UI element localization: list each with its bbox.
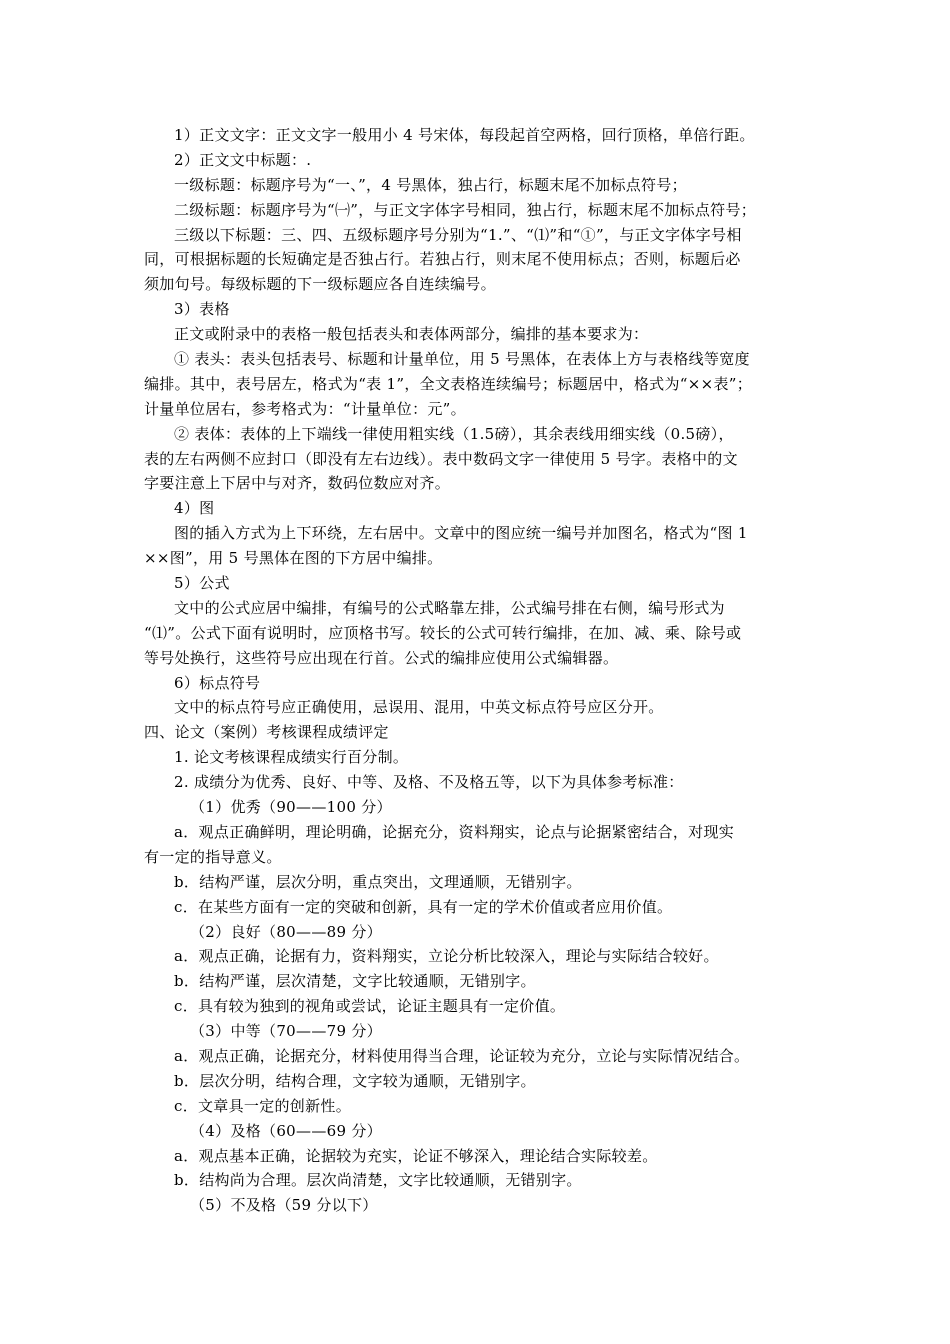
text-line: 5）公式	[174, 574, 230, 593]
text-line: b．结构严谨，层次分明，重点突出，文理通顺，无错别字。	[174, 872, 582, 891]
text-line: c．文章具一定的创新性。	[174, 1096, 352, 1115]
text-line: 二级标题：标题序号为“㈠”，与正文字体字号相同，独占行，标题末尾不加标点符号；	[174, 200, 757, 219]
text-line: （4）及格（60——69 分）	[190, 1121, 382, 1140]
text-line: a．观点正确，论据有力，资料翔实，立论分析比较深入，理论与实际结合较好。	[174, 947, 719, 966]
text-line: 编排。其中，表号居左，格式为“表 1”，全文表格连续编号；标题居中，格式为“××表”；	[144, 374, 753, 393]
text-line: （1）优秀（90——100 分）	[190, 798, 392, 817]
text-line: ② 表体：表体的上下端线一律使用粗实线（1.5磅），其余表线用细实线（0.5磅），	[174, 424, 734, 443]
text-line: 等号处换行，这些符号应出现在行首。公式的编排应使用公式编辑器。	[144, 648, 619, 667]
text-line: a．观点基本正确，论据较为充实，论证不够深入，理论结合实际较差。	[174, 1146, 658, 1165]
text-line: 字要注意上下居中与对齐，数码位数应对齐。	[144, 474, 451, 493]
text-line: （3）中等（70——79 分）	[190, 1022, 382, 1041]
text-line: ① 表头：表头包括表号、标题和计量单位，用 5 号黑体，在表体上方与表格线等宽度	[174, 350, 750, 369]
text-line: b．结构严谨，层次清楚，文字比较通顺，无错别字。	[174, 972, 536, 991]
text-line: 四、论文（案例）考核课程成绩评定	[144, 723, 389, 742]
text-line: 6）标点符号	[174, 673, 261, 692]
text-line: 4）图	[174, 499, 215, 518]
text-line: b．结构尚为合理。层次尚清楚，文字比较通顺，无错别字。	[174, 1171, 582, 1190]
text-line: b．层次分明，结构合理，文字较为通顺，无错别字。	[174, 1071, 536, 1090]
text-line: 三级以下标题：三、四、五级标题序号分别为“1.”、“⑴”和“①”，与正文字体字号相	[174, 225, 742, 244]
text-line: c．在某些方面有一定的突破和创新，具有一定的学术价值或者应用价值。	[174, 897, 673, 916]
text-line: 有一定的指导意义。	[144, 847, 282, 866]
text-line: 一级标题：标题序号为“一、”，4 号黑体，独占行，标题末尾不加标点符号；	[174, 175, 687, 194]
text-line: c．具有较为独到的视角或尝试，论证主题具有一定价值。	[174, 997, 566, 1016]
text-line: （5）不及格（59 分以下）	[190, 1196, 378, 1215]
text-line: 图的插入方式为上下环绕，左右居中。文章中的图应统一编号并加图名，格式为“图 1	[174, 524, 748, 543]
text-line: 文中的公式应居中编排，有编号的公式略靠左排，公式编号排在右侧，编号形式为	[174, 598, 725, 617]
text-line: 1. 论文考核课程成绩实行百分制。	[174, 748, 409, 767]
text-line: 2）正文文中标题：.	[174, 150, 312, 169]
text-line: ××图”，用 5 号黑体在图的下方居中编排。	[144, 549, 443, 568]
text-line: 文中的标点符号应正确使用，忌误用、混用，中英文标点符号应区分开。	[174, 698, 664, 717]
text-line: 2. 成绩分为优秀、良好、中等、及格、不及格五等，以下为具体参考标准：	[174, 773, 684, 792]
text-line: “⑴”。公式下面有说明时，应顶格书写。较长的公式可转行编排，在加、减、乘、除号或	[144, 623, 742, 642]
document-body	[144, 123, 809, 1218]
text-line: （2）良好（80——89 分）	[190, 922, 382, 941]
text-line: 须加句号。每级标题的下一级标题应各自连续编号。	[144, 275, 496, 294]
text-line: 表的左右两侧不应封口（即没有左右边线）。表中数码文字一律使用 5 号字。表格中的文	[144, 449, 738, 468]
text-line: 正文或附录中的表格一般包括表头和表体两部分，编排的基本要求为：	[174, 325, 649, 344]
text-line: a．观点正确鲜明，理论明确，论据充分，资料翔实，论点与论据紧密结合，对现实	[174, 822, 735, 841]
text-line: a．观点正确，论据充分，材料使用得当合理，论证较为充分，立论与实际情况结合。	[174, 1046, 750, 1065]
text-line: 1）正文文字：正文文字一般用小 4 号宋体，每段起首空两格，回行顶格，单倍行距。	[174, 126, 755, 144]
text-line: 同，可根据标题的长短确定是否独占行。若独占行，则末尾不使用标点；否则，标题后必	[144, 250, 741, 269]
text-line: 3）表格	[174, 300, 230, 319]
text-line: 计量单位居右，参考格式为：“计量单位：元”。	[144, 399, 466, 418]
